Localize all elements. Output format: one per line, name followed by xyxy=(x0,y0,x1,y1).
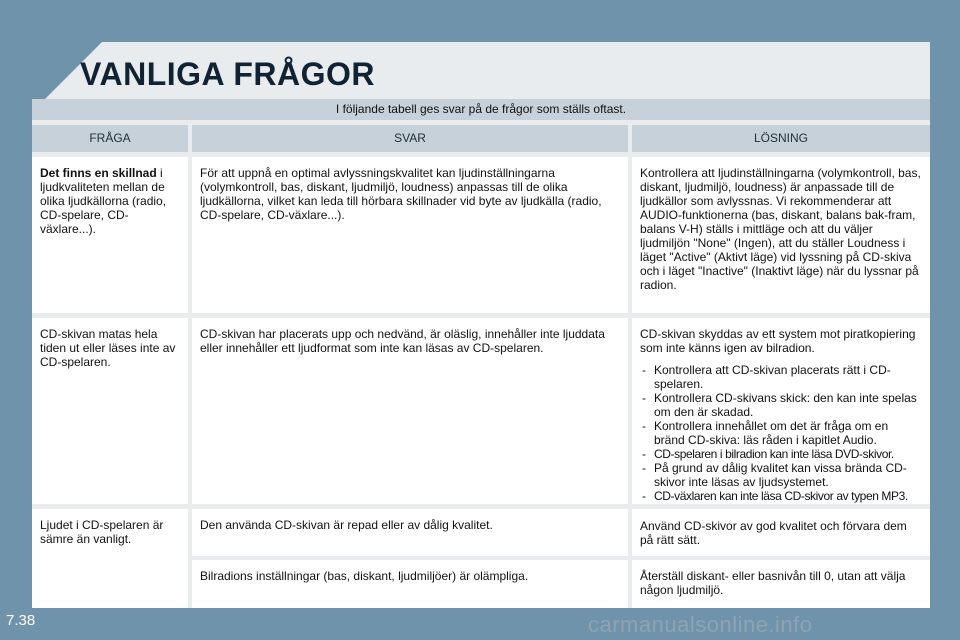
row2-answer-text: CD-skivan har placerats upp och nedvänd, är oläslig, innehåller inte ljuddata eller innehåller ett ljudformat som inte kan läsas av CD-spelaren. xyxy=(200,327,605,355)
row2-question-cell xyxy=(32,318,188,504)
row2-question-text: CD-skivan matas hela tiden ut eller läses inte av CD-spelaren. xyxy=(40,327,176,369)
page-title: VANLIGA FRÅGOR xyxy=(80,56,375,92)
row3-solution2-cell xyxy=(632,560,930,608)
row1-solution-cell xyxy=(632,157,930,313)
list-item: - På grund av dålig kvalitet kan vissa brända CD-skivor inte läsas av ljudsystemet. xyxy=(640,461,922,489)
row3-answer-text: Den använda CD-skivan är repad eller av dålig kvalitet. xyxy=(200,518,493,532)
row3-question-cell xyxy=(32,509,188,608)
row1-question-text: i ljudkvaliteten mellan de olika ljudkällorna (radio, CD-spelare, CD-växlare...). xyxy=(40,166,167,236)
list-item: - CD-växlaren kan inte läsa CD-skivor av typen MP3. xyxy=(640,489,922,503)
watermark: carmanualsonline.info xyxy=(588,612,813,637)
row2-solution-list xyxy=(640,363,922,503)
row1-question-cell xyxy=(32,157,188,313)
row2-solution-cell xyxy=(632,318,930,504)
list-item: - CD-spelaren i bilradion kan inte läsa DVD-skivor. xyxy=(640,447,922,461)
list-item: - Kontrollera innehållet om det är fråga om en bränd CD-skiva: läs råden i kapitlet Audio. xyxy=(640,419,922,447)
list-item: - Kontrollera att CD-skivan placerats rätt i CD-spelaren. xyxy=(640,363,922,391)
row1-answer-text: För att uppnå en optimal avlyssningskvalitet kan ljudinställningarna (volymkontroll, bas, diskant, ljudmiljö, loudness) anpassas till de olika ljudkällorna, vilket kan leda till hörbara skillnader vid byte av ljudkälla (radio, CD-spelare, CD-växlare...). xyxy=(200,166,602,222)
row3-solution-cell xyxy=(632,509,930,556)
row3-answer2-text: Bilradions inställningar (bas, diskant, ljudmiljöer) är olämpliga. xyxy=(200,569,529,583)
row3-answer-cell xyxy=(192,509,628,556)
row1-answer-cell xyxy=(192,157,628,313)
intro-text: I följande tabell ges svar på de frågor som ställs oftast. xyxy=(32,99,930,120)
row1-question-bold: Det finns en skillnad xyxy=(40,166,157,180)
row3-question-text: Ljudet i CD-spelaren är sämre än vanligt. xyxy=(40,518,164,546)
header-question: FRÅGA xyxy=(32,125,188,152)
row2-solution-text: CD-skivan skyddas av ett system mot piratkopiering som inte känns igen av bilradion. xyxy=(640,327,916,355)
list-item: - Kontrollera CD-skivans skick: den kan inte spelas om den är skadad. xyxy=(640,391,922,419)
row3-answer2-cell xyxy=(192,560,628,608)
row2-answer-cell xyxy=(192,318,628,504)
page-number: 7.38 xyxy=(6,612,36,629)
row1-solution-text: Kontrollera att ljudinställningarna (volymkontroll, bas, diskant, ljudmiljö, loudness) är anpassade till de ljudkällor som avlyssnas. Vi rekommenderar att AUDIO-funktionerna (bas, diskant, balans bak-fram, balans V-H) ställs i mittläge och att du väljer ljudmiljön "None" (Ingen), att du ställer Loudness i läget "Active" (Aktivt läge) vid lyssning på CD-skiva och i läget "Inactive" (Inaktivt läge) när du lyssnar på radion. xyxy=(640,166,921,292)
row3-solution-text: Använd CD-skivor av god kvalitet och förvara dem på rätt sätt. xyxy=(640,519,907,547)
row3-solution2-text: Återställ diskant- eller basnivån till 0, utan att välja någon ljudmiljö. xyxy=(640,569,906,597)
header-solution: LÖSNING xyxy=(632,125,930,152)
header-answer: SVAR xyxy=(192,125,628,152)
